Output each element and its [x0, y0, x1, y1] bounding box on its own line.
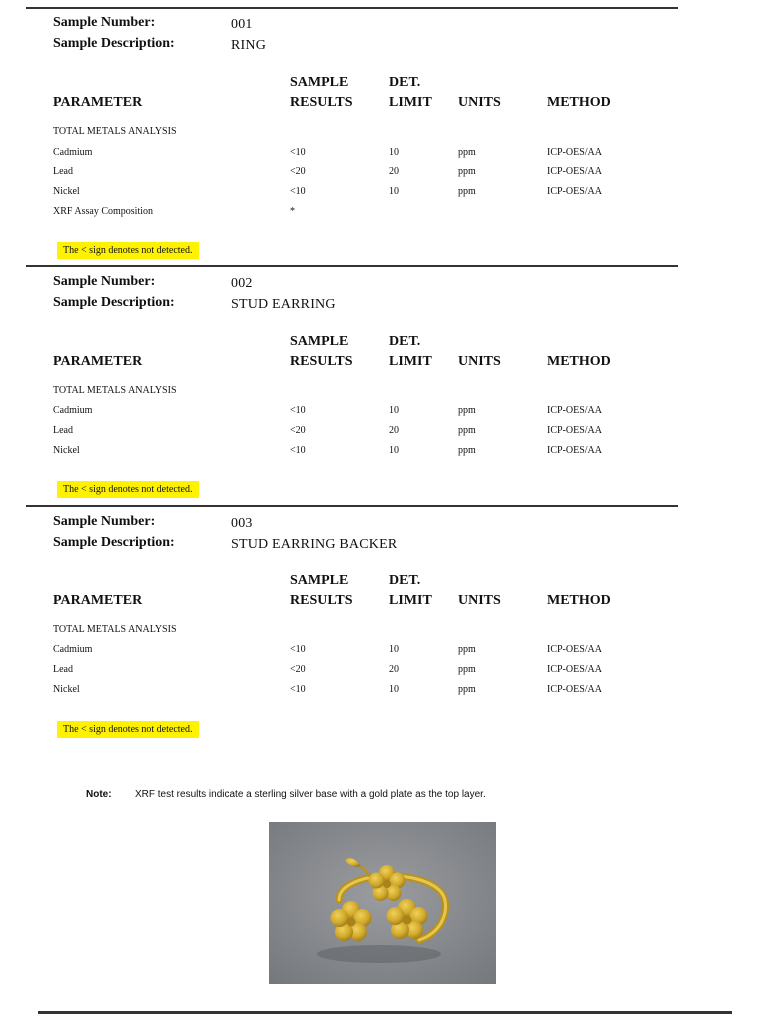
row-parameter: Nickel [53, 684, 80, 695]
footnote-highlight: The < sign denotes not detected. [57, 481, 199, 498]
section-divider [26, 265, 678, 267]
header-parameter: PARAMETER [53, 95, 143, 110]
row-units: ppm [458, 445, 476, 456]
header-sample: SAMPLE [290, 334, 349, 349]
row-units: ppm [458, 644, 476, 655]
row-limit: 10 [389, 684, 399, 695]
header-units: UNITS [458, 593, 501, 608]
row-method: ICP-OES/AA [547, 166, 603, 177]
header-method: METHOD [547, 593, 611, 608]
row-parameter: Cadmium [53, 644, 93, 655]
page-bottom-rule [38, 1011, 732, 1014]
row-result: <10 [290, 445, 306, 456]
header-limit: LIMIT [389, 593, 432, 608]
row-limit: 20 [389, 664, 399, 675]
row-result: <20 [290, 664, 306, 675]
header-parameter: PARAMETER [53, 593, 143, 608]
row-result: <10 [290, 684, 306, 695]
row-limit: 10 [389, 186, 399, 197]
row-limit: 20 [389, 166, 399, 177]
row-units: ppm [458, 405, 476, 416]
row-result: <20 [290, 425, 306, 436]
row-result: <20 [290, 166, 306, 177]
row-parameter: Lead [53, 166, 73, 177]
sample-description-value: STUD EARRING [231, 297, 336, 312]
sample-description-label: Sample Description: [53, 295, 175, 310]
sample-number-label: Sample Number: [53, 514, 156, 529]
row-units: ppm [458, 147, 476, 158]
sample-number-value: 002 [231, 276, 253, 291]
row-parameter: Nickel [53, 186, 80, 197]
row-result: <10 [290, 644, 306, 655]
row-method: ICP-OES/AA [547, 147, 603, 158]
header-units: UNITS [458, 354, 501, 369]
header-limit: LIMIT [389, 95, 432, 110]
row-method: ICP-OES/AA [547, 425, 603, 436]
header-method: METHOD [547, 95, 611, 110]
row-limit: 10 [389, 644, 399, 655]
header-limit: LIMIT [389, 354, 432, 369]
row-method: ICP-OES/AA [547, 684, 603, 695]
row-parameter-xrf: XRF Assay Composition [53, 206, 154, 217]
header-results: RESULTS [290, 95, 353, 110]
ring-photo [269, 822, 496, 984]
row-parameter: Lead [53, 664, 73, 675]
row-method: ICP-OES/AA [547, 664, 603, 675]
sample-description-label: Sample Description: [53, 535, 175, 550]
analysis-group-label: TOTAL METALS ANALYSIS [53, 624, 177, 635]
row-limit: 10 [389, 147, 399, 158]
header-method: METHOD [547, 354, 611, 369]
header-results: RESULTS [290, 593, 353, 608]
sample-number-value: 001 [231, 17, 253, 32]
row-limit: 20 [389, 425, 399, 436]
header-det: DET. [389, 573, 421, 588]
sample-number-value: 003 [231, 516, 253, 531]
note-text: XRF test results indicate a sterling silver base with a gold plate as the top layer. [135, 789, 486, 800]
section-divider [26, 7, 678, 9]
header-results: RESULTS [290, 354, 353, 369]
header-sample: SAMPLE [290, 75, 349, 90]
row-result: <10 [290, 405, 306, 416]
sample-number-label: Sample Number: [53, 274, 156, 289]
row-limit: 10 [389, 405, 399, 416]
row-units: ppm [458, 664, 476, 675]
header-units: UNITS [458, 95, 501, 110]
row-parameter: Nickel [53, 445, 80, 456]
row-method: ICP-OES/AA [547, 644, 603, 655]
row-units: ppm [458, 425, 476, 436]
row-method: ICP-OES/AA [547, 445, 603, 456]
row-result: <10 [290, 147, 306, 158]
header-det: DET. [389, 334, 421, 349]
row-units: ppm [458, 166, 476, 177]
footnote-highlight: The < sign denotes not detected. [57, 242, 199, 259]
row-units: ppm [458, 684, 476, 695]
header-sample: SAMPLE [290, 573, 349, 588]
header-det: DET. [389, 75, 421, 90]
sample-description-label: Sample Description: [53, 36, 175, 51]
sample-number-label: Sample Number: [53, 15, 156, 30]
row-result: <10 [290, 186, 306, 197]
row-result-xrf: * [290, 206, 295, 217]
row-parameter: Cadmium [53, 405, 93, 416]
analysis-group-label: TOTAL METALS ANALYSIS [53, 385, 177, 396]
footnote-highlight: The < sign denotes not detected. [57, 721, 199, 738]
row-units: ppm [458, 186, 476, 197]
section-divider [26, 505, 678, 507]
sample-description-value: STUD EARRING BACKER [231, 537, 398, 552]
sample-description-value: RING [231, 38, 267, 53]
header-parameter: PARAMETER [53, 354, 143, 369]
row-method: ICP-OES/AA [547, 186, 603, 197]
row-method: ICP-OES/AA [547, 405, 603, 416]
row-parameter: Lead [53, 425, 73, 436]
analysis-group-label: TOTAL METALS ANALYSIS [53, 126, 177, 137]
row-parameter: Cadmium [53, 147, 93, 158]
row-limit: 10 [389, 445, 399, 456]
note-label: Note: [86, 789, 112, 800]
